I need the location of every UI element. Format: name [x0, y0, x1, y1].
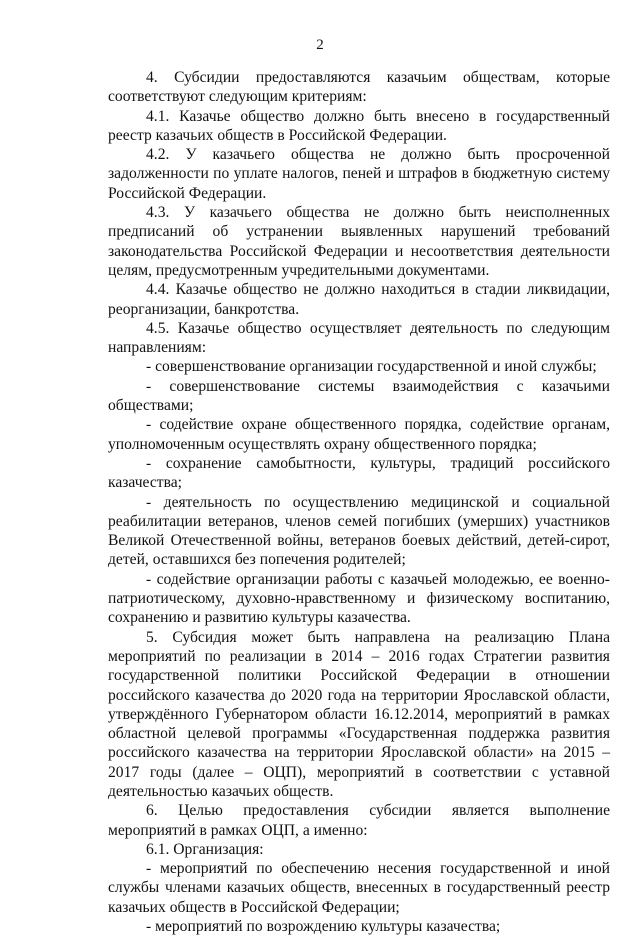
paragraph-4-3: 4.3. У казачьего общества не должно быть неисполненных предписаний об устранении выявленных нарушений требований законодательства Российской Федерации и несоответствия деятельности целям, предусмотренным учредительными документами.	[108, 204, 610, 279]
paragraph-4-5: 4.5. Казачье общество осуществляет деятельность по следующим направлениям:	[108, 319, 610, 357]
list-item: - мероприятий по возрождению культуры казачества;	[146, 918, 501, 936]
paragraph-6: 6. Целью предоставления субсидии является выполнение мероприятий в рамках ОЦП, а именно:	[108, 802, 610, 839]
paragraph-5: 5. Субсидия может быть направлена на реализацию Плана мероприятий по реализации в 2014 – 2016 годах Стратегии развития государственной политики Российской Федерации в отношении российского казачества до 2020 года на территории Ярославской области, утверждённого Губернатором области 16.12.2014, мероприятий в рамках областной целевой программы «Государственная поддержка развития российского казачества на территории Ярославской области» на 2015 – 2017 годы (далее – ОЦП), мероприятий в соответствии с уставной деятельностью казачьих обществ.	[108, 628, 610, 800]
list-item: - содействие охране общественного порядка, содействие органам, уполномоченным осуществлять охрану общественного порядка;	[108, 416, 610, 453]
list-item: - содействие организации работы с казачьей молодежью, ее военно-патриотическому, духовно-нравственному и физическому воспитанию, сохранению и развитию культуры казачества.	[108, 570, 610, 627]
paragraph-4: 4. Субсидии предоставляются казачьим обществам, которые соответствуют следующим критериям:	[108, 69, 610, 106]
page-number: 2	[316, 37, 324, 53]
paragraph-4-4: 4.4. Казачье общество не должно находиться в стадии ликвидации, реорганизации, банкротства.	[108, 281, 610, 318]
paragraph-4-2: 4.2. У казачьего общества не должно быть просроченной задолженности по уплате налогов, пеней и штрафов в бюджетную систему Российской Федерации.	[108, 146, 610, 202]
paragraph-6-1: 6.1. Организация:	[146, 840, 264, 858]
list-item: - совершенствование организации государственной и иной службы;	[146, 358, 597, 376]
list-item: - деятельность по осуществлению медицинской и социальной реабилитации ветеранов, членов семей погибших (умерших) участников Великой Отечественной войны, ветеранов боевых действий, детей-сирот, детей, оставшихся без попечения родителей;	[108, 493, 610, 569]
list-item: - мероприятий по обеспечению несения государственной и иной службы членами казачьих обществ, внесенных в государственный реестр казачьих обществ в Российской Федерации;	[108, 860, 610, 916]
paragraph-4-1: 4.1. Казачье общество должно быть внесено в государственный реестр казачьих обществ в Российской Федерации.	[108, 107, 610, 144]
document-body	[108, 68, 610, 936]
list-item: - сохранение самобытности, культуры, традиций российского казачества;	[108, 454, 610, 492]
list-item: - совершенствование системы взаимодействия с казачьими обществами;	[108, 377, 610, 415]
